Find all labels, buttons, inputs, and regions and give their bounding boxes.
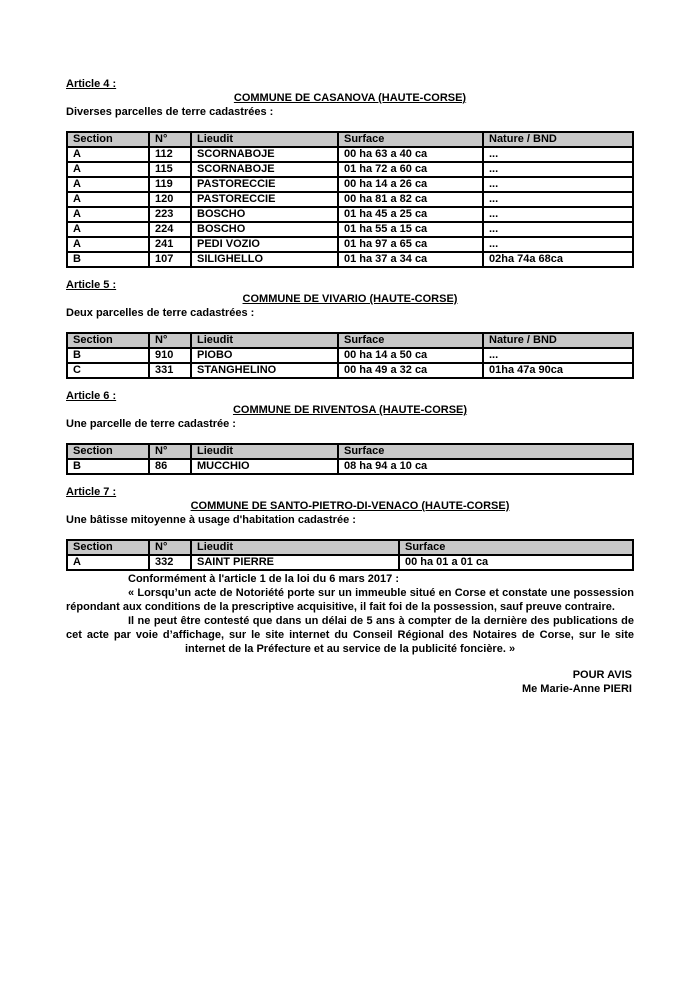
- parcels-table: [66, 443, 634, 475]
- table-header-row: [67, 540, 633, 555]
- table-cell: 107: [149, 252, 191, 267]
- table-cell: ...: [483, 348, 633, 363]
- table-header-row: [67, 333, 633, 348]
- table-row: [67, 162, 633, 177]
- table-row: [67, 147, 633, 162]
- legal-intro: Conformément à l'article 1 de la loi du 6 mars 2017 :: [128, 573, 399, 585]
- table-cell: PASTORECCIE: [191, 177, 338, 192]
- column-header: N°: [149, 540, 191, 555]
- parcels-table: [66, 131, 634, 268]
- table-cell: 120: [149, 192, 191, 207]
- table-cell: STANGHELINO: [191, 363, 338, 378]
- articles: [66, 77, 634, 571]
- article-section: [66, 77, 634, 268]
- table-cell: ...: [483, 222, 633, 237]
- table-cell: SILIGHELLO: [191, 252, 338, 267]
- commune-heading: COMMUNE DE CASANOVA (HAUTE-CORSE): [233, 92, 467, 104]
- table-cell: 910: [149, 348, 191, 363]
- table-cell: 00 ha 14 a 50 ca: [338, 348, 483, 363]
- article-subtitle: Deux parcelles de terre cadastrées :: [66, 307, 255, 319]
- table-cell: 223: [149, 207, 191, 222]
- table-cell: A: [67, 237, 149, 252]
- table-cell: A: [67, 222, 149, 237]
- column-header: Lieudit: [191, 540, 399, 555]
- table-cell: ...: [483, 207, 633, 222]
- table-cell: 119: [149, 177, 191, 192]
- table-cell: 02ha 74a 68ca: [483, 252, 633, 267]
- table-cell: 00 ha 14 a 26 ca: [338, 177, 483, 192]
- column-header: Section: [67, 132, 149, 147]
- table-cell: 01 ha 45 a 25 ca: [338, 207, 483, 222]
- table-row: [67, 363, 633, 378]
- column-header: Surface: [338, 333, 483, 348]
- table-row: [67, 459, 633, 474]
- commune-heading: COMMUNE DE SANTO-PIETRO-DI-VENACO (HAUTE-CORSE): [190, 500, 510, 512]
- article-heading: Article 4 :: [66, 78, 117, 90]
- legal-quote-2: Il ne peut être contesté que dans un délai de 5 ans à compter de la dernière des publications de cet acte par voie d’affichage, sur le site internet du Conseil Régional des Notaires de Corse, sur le site internet de la Préfecture et au service de la publicité foncière. »: [66, 615, 634, 655]
- table-cell: 331: [149, 363, 191, 378]
- table-cell: 115: [149, 162, 191, 177]
- parcels-table: [66, 539, 634, 571]
- table-cell: 00 ha 01 a 01 ca: [399, 555, 633, 570]
- document-content: [66, 77, 634, 696]
- table-cell: 00 ha 49 a 32 ca: [338, 363, 483, 378]
- table-cell: 224: [149, 222, 191, 237]
- table-row: [67, 237, 633, 252]
- article-heading: Article 6 :: [66, 390, 117, 402]
- table-cell: 112: [149, 147, 191, 162]
- table-cell: BOSCHO: [191, 207, 338, 222]
- table-row: [67, 177, 633, 192]
- table-cell: A: [67, 207, 149, 222]
- table-cell: 01ha 47a 90ca: [483, 363, 633, 378]
- column-header: Surface: [399, 540, 633, 555]
- table-header-row: [67, 132, 633, 147]
- table-cell: A: [67, 147, 149, 162]
- column-header: Lieudit: [191, 444, 338, 459]
- table-cell: C: [67, 363, 149, 378]
- table-cell: ...: [483, 162, 633, 177]
- table-cell: A: [67, 177, 149, 192]
- table-cell: 01 ha 72 a 60 ca: [338, 162, 483, 177]
- table-cell: PIOBO: [191, 348, 338, 363]
- table-cell: 00 ha 63 a 40 ca: [338, 147, 483, 162]
- article-section: [66, 389, 634, 475]
- column-header: Nature / BND: [483, 333, 633, 348]
- table-cell: PEDI VOZIO: [191, 237, 338, 252]
- table-cell: A: [67, 162, 149, 177]
- table-cell: SAINT PIERRE: [191, 555, 399, 570]
- table-cell: A: [67, 555, 149, 570]
- signature-block: [66, 668, 634, 696]
- table-cell: 01 ha 37 a 34 ca: [338, 252, 483, 267]
- column-header: Surface: [338, 444, 633, 459]
- table-cell: A: [67, 192, 149, 207]
- legal-text-block: [66, 572, 634, 656]
- table-row: [67, 348, 633, 363]
- pour-avis-label: POUR AVIS: [572, 669, 632, 681]
- table-cell: SCORNABOJE: [191, 147, 338, 162]
- column-header: N°: [149, 333, 191, 348]
- article-section: [66, 485, 634, 571]
- table-cell: 332: [149, 555, 191, 570]
- table-row: [67, 252, 633, 267]
- table-cell: ...: [483, 177, 633, 192]
- table-row: [67, 222, 633, 237]
- table-cell: MUCCHIO: [191, 459, 338, 474]
- table-cell: B: [67, 348, 149, 363]
- parcels-table: [66, 332, 634, 379]
- table-cell: 01 ha 55 a 15 ca: [338, 222, 483, 237]
- article-subtitle: Une bâtisse mitoyenne à usage d'habitation cadastrée :: [66, 514, 356, 526]
- column-header: Section: [67, 444, 149, 459]
- column-header: Lieudit: [191, 132, 338, 147]
- table-cell: PASTORECCIE: [191, 192, 338, 207]
- column-header: Surface: [338, 132, 483, 147]
- signatory-name: Me Marie-Anne PIERI: [521, 683, 632, 695]
- column-header: Section: [67, 540, 149, 555]
- article-heading: Article 7 :: [66, 486, 117, 498]
- article-section: [66, 278, 634, 379]
- table-cell: BOSCHO: [191, 222, 338, 237]
- column-header: Section: [67, 333, 149, 348]
- column-header: Nature / BND: [483, 132, 633, 147]
- commune-heading: COMMUNE DE RIVENTOSA (HAUTE-CORSE): [232, 404, 468, 416]
- table-cell: ...: [483, 147, 633, 162]
- table-cell: 08 ha 94 a 10 ca: [338, 459, 633, 474]
- column-header: N°: [149, 444, 191, 459]
- commune-heading: COMMUNE DE VIVARIO (HAUTE-CORSE): [242, 293, 458, 305]
- table-cell: 86: [149, 459, 191, 474]
- table-cell: B: [67, 252, 149, 267]
- table-row: [67, 555, 633, 570]
- table-header-row: [67, 444, 633, 459]
- table-row: [67, 207, 633, 222]
- table-cell: 01 ha 97 a 65 ca: [338, 237, 483, 252]
- table-row: [67, 192, 633, 207]
- article-subtitle: Diverses parcelles de terre cadastrées :: [66, 106, 274, 118]
- column-header: Lieudit: [191, 333, 338, 348]
- table-cell: 00 ha 81 a 82 ca: [338, 192, 483, 207]
- table-cell: ...: [483, 192, 633, 207]
- article-subtitle: Une parcelle de terre cadastrée :: [66, 418, 236, 430]
- table-cell: 241: [149, 237, 191, 252]
- table-cell: B: [67, 459, 149, 474]
- table-cell: SCORNABOJE: [191, 162, 338, 177]
- column-header: N°: [149, 132, 191, 147]
- legal-quote-1: « Lorsqu’un acte de Notoriété porte sur un immeuble situé en Corse et constate une possession répondant aux conditions de la prescriptive acquisitive, il fait foi de la possession, sauf preuve contraire.: [66, 587, 634, 613]
- table-cell: ...: [483, 237, 633, 252]
- article-heading: Article 5 :: [66, 279, 117, 291]
